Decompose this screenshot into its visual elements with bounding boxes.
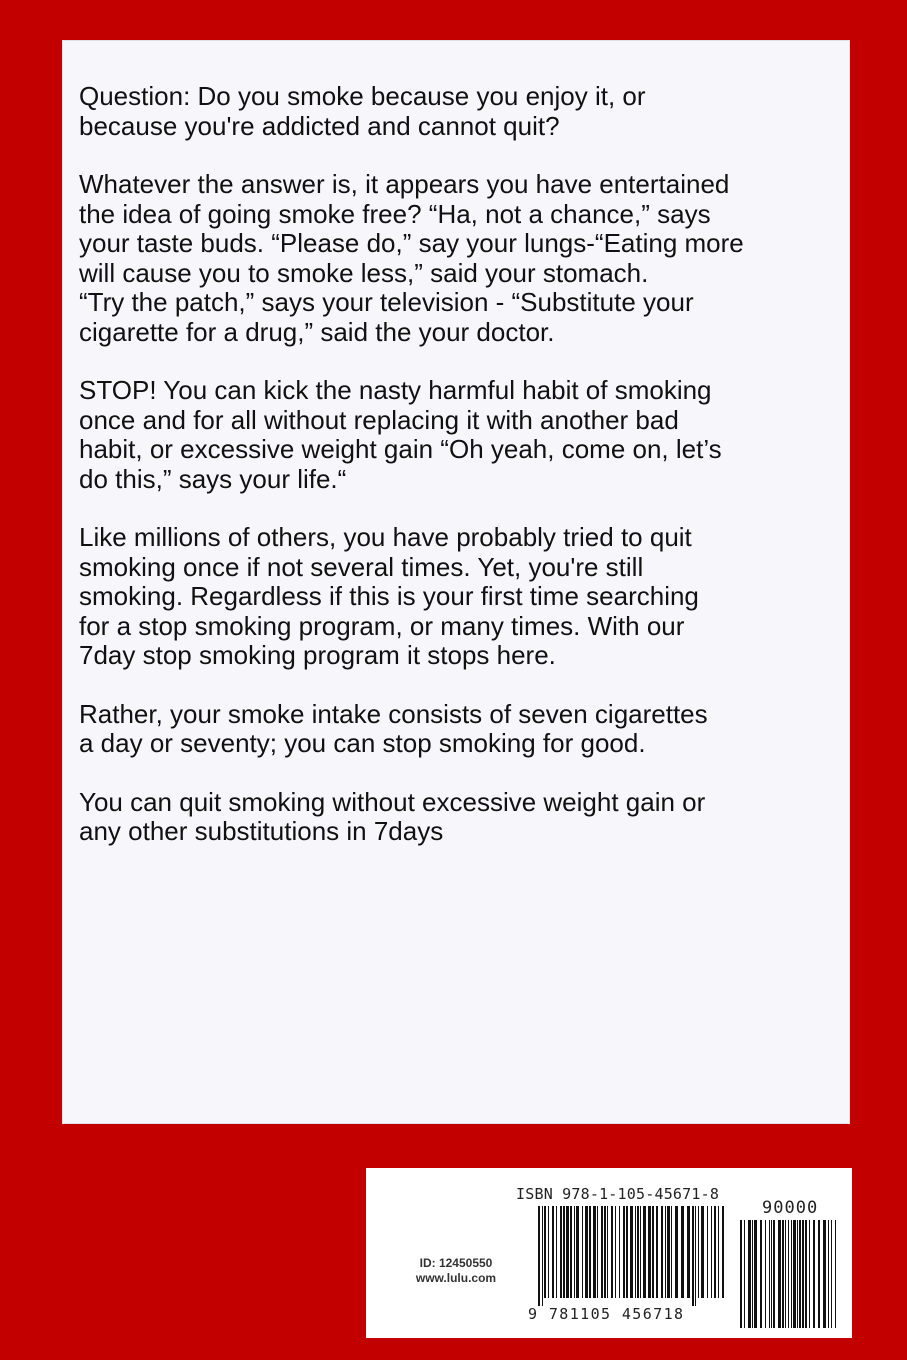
barcode-bar (823, 1220, 826, 1328)
barcode-bar (722, 1206, 724, 1298)
isbn-label: ISBN 978-1-105-45671-8 (516, 1185, 720, 1203)
barcode-bar (619, 1206, 620, 1298)
barcode-bar (799, 1220, 801, 1328)
barcode-bar (637, 1206, 639, 1298)
barcode-bar (566, 1206, 569, 1298)
barcode-bar (797, 1220, 798, 1328)
barcode-bar (576, 1206, 579, 1298)
barcode-bar (698, 1206, 699, 1298)
barcode-bar (542, 1206, 543, 1306)
barcode-bar (656, 1206, 658, 1298)
barcode-box (366, 1168, 852, 1338)
barcode-bar (752, 1220, 753, 1328)
blurb-paragraph-stop: STOP! You can kick the nasty harmful habit of smoking once and for all without replacing it with another bad habit, or excessive weight gain “Oh yeah, come on, let’s do this,” says your life.“ (79, 375, 722, 494)
barcode-bar (597, 1206, 598, 1298)
barcode-bar (769, 1220, 770, 1328)
barcode-bar (714, 1206, 716, 1298)
barcode-bar (635, 1206, 636, 1298)
publisher-url: www.lulu.com (415, 1271, 497, 1285)
blurb-paragraph-quit: You can quit smoking without excessive weight gain or any other substitutions in 7days (79, 786, 706, 846)
back-cover-blurb (79, 82, 849, 876)
barcode-bar (615, 1206, 616, 1298)
barcode-bar (593, 1206, 596, 1298)
barcode-bar (802, 1220, 804, 1328)
barcode-bar (744, 1220, 745, 1328)
barcode-bar (544, 1206, 546, 1298)
barcode-bar (681, 1206, 684, 1298)
barcode-bar (560, 1206, 562, 1298)
barcode-bar (640, 1206, 641, 1298)
barcode-bar (760, 1220, 762, 1328)
barcode-bar (773, 1220, 775, 1328)
barcode-bar (626, 1206, 628, 1298)
barcode-bar (667, 1206, 670, 1298)
barcode-bar (661, 1206, 663, 1298)
barcode-bar (582, 1206, 583, 1298)
barcode-bar (563, 1206, 565, 1298)
barcode-bar (813, 1220, 815, 1328)
barcode-bar (831, 1220, 832, 1328)
barcode-bar (711, 1206, 712, 1298)
barcode-bar (835, 1220, 836, 1328)
barcode-bar (611, 1206, 613, 1298)
barcode-bar (675, 1206, 678, 1298)
barcode-bar (607, 1206, 608, 1298)
barcode-bar (778, 1220, 781, 1328)
blurb-paragraph-answer: Whatever the answer is, it appears you have entertained the idea of going smoke free? “Ha, not a chance,” says your taste buds. “Please do,” say your lungs-“Eating more will cause you to smoke less,” said your stomach. “Try the patch,” says your television - “Substitute your cigarette for a drug,” said the your doctor. (79, 169, 744, 347)
publisher-id: ID: 12450550 (419, 1256, 493, 1270)
barcode-bar (671, 1206, 672, 1298)
barcode-bar (701, 1206, 704, 1298)
barcode-bar (771, 1220, 772, 1328)
barcode-bar (718, 1206, 719, 1298)
barcode-bar (793, 1220, 796, 1328)
barcode-bar (782, 1220, 784, 1328)
barcode-bar (556, 1206, 557, 1298)
barcode-bar (828, 1220, 829, 1328)
barcode-bar (648, 1206, 651, 1298)
barcode-bar (538, 1206, 540, 1306)
barcode-bar (695, 1206, 696, 1306)
publisher-info (396, 1256, 516, 1286)
barcode-bar (601, 1206, 603, 1298)
barcode-bar (809, 1220, 810, 1328)
barcode-bar (574, 1206, 575, 1298)
barcode-bar (687, 1206, 690, 1298)
barcode-addon-digits: 90000 (762, 1198, 819, 1218)
barcode-bar (604, 1206, 606, 1298)
barcode-bar (707, 1206, 708, 1298)
blurb-paragraph-intake: Rather, your smoke intake consists of seven cigarettes a day or seventy; you can stop smoking for good. (79, 698, 708, 758)
barcode-bar (748, 1220, 751, 1328)
barcode-bar (788, 1220, 789, 1328)
barcode-ean-digits: 9 781105 456718 (528, 1305, 685, 1323)
barcode-bar (552, 1206, 554, 1298)
barcode-bar (692, 1206, 694, 1306)
barcode-bar (791, 1220, 792, 1328)
barcode-bar (818, 1220, 820, 1328)
barcode-bar (589, 1206, 591, 1298)
barcode-bar (765, 1220, 766, 1328)
blurb-paragraph-millions: Like millions of others, you have probably tried to quit smoking once if not several times. Yet, you're still smoking. Regardless if this is your first time searching for a stop smoking program, or many times. With our 7day stop smoking program it stops here. (79, 522, 699, 670)
back-cover-text-panel (62, 40, 850, 1124)
barcode-bar (570, 1206, 572, 1298)
barcode-bar (652, 1206, 654, 1298)
barcode-bar (665, 1206, 666, 1298)
barcode-bar (785, 1220, 786, 1328)
barcode-bar (754, 1220, 757, 1328)
barcode-bar (585, 1206, 588, 1298)
barcode-bar (740, 1220, 742, 1328)
barcode-bar (805, 1220, 807, 1328)
barcode-bar (548, 1206, 549, 1298)
blurb-paragraph-question: Question: Do you smoke because you enjoy it, or because you're addicted and cannot quit? (79, 81, 646, 141)
barcode-bar (623, 1206, 625, 1298)
barcode-bar (630, 1206, 633, 1298)
barcode-bar (643, 1206, 646, 1298)
